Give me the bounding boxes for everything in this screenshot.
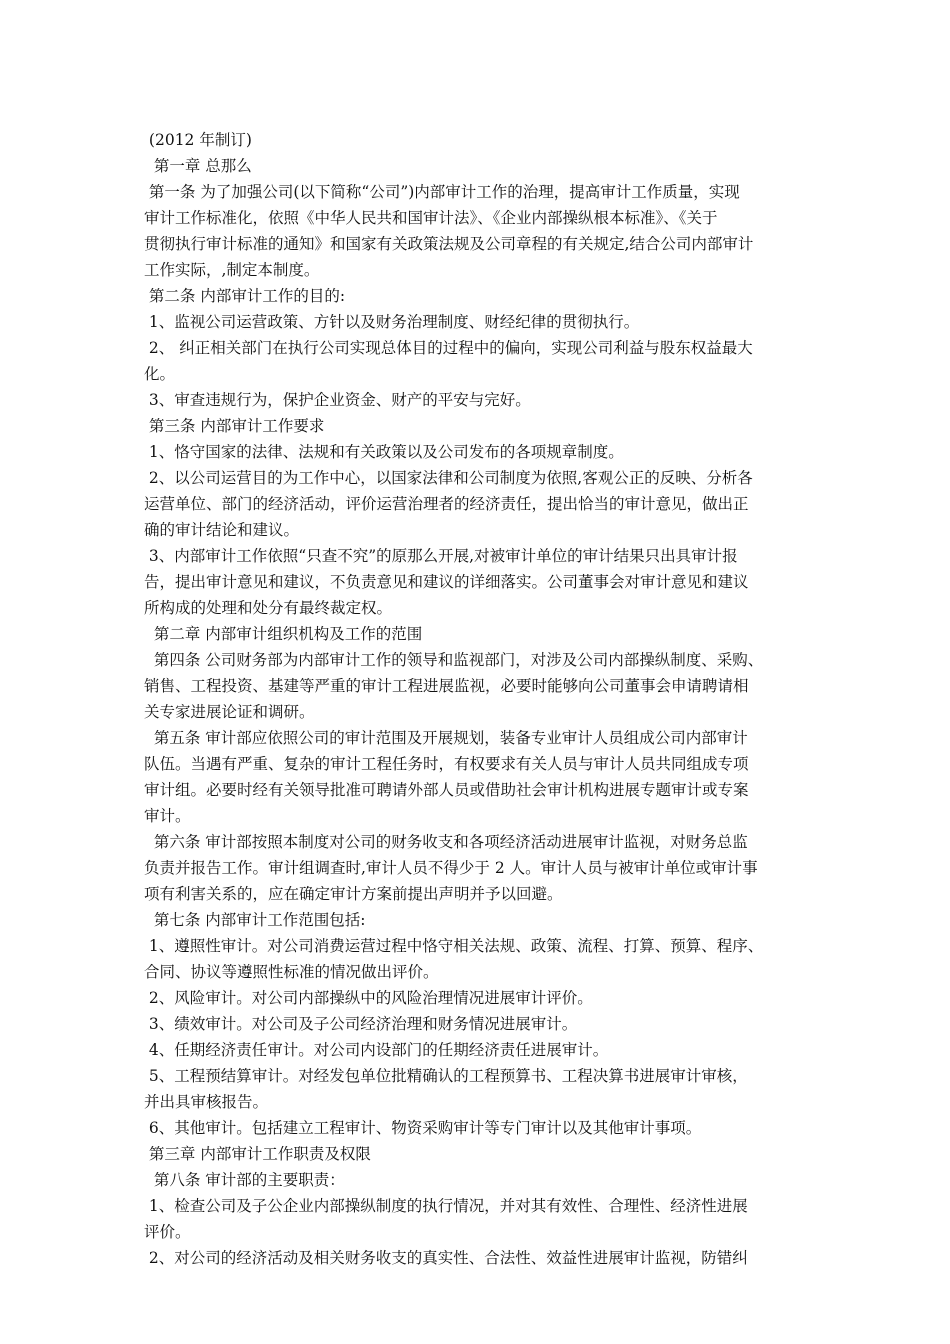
- text-line: 6、其他审计。包括建立工程审计、物资采购审计等专门审计以及其他审计事项。: [144, 1119, 702, 1137]
- text-line: 4、任期经济责任审计。对公司内设部门的任期经济责任进展审计。: [144, 1041, 609, 1059]
- text-line: 3、内部审计工作依照“只查不究”的原那么开展,对被审计单位的审计结果只出具审计报: [144, 547, 738, 565]
- text-line: 负责并报告工作。审计组调查时,审计人员不得少于 2 人。审计人员与被审计单位或审计事: [144, 859, 758, 877]
- text-line: 第六条 审计部按照本制度对公司的财务收支和各项经济活动进展审计监视，对财务总监: [144, 833, 748, 851]
- text-line: 工作实际，,制定本制度。: [144, 261, 320, 279]
- document-body: [144, 127, 816, 1271]
- text-line: 第四条 公司财务部为内部审计工作的领导和监视部门，对涉及公司内部操纵制度、采购、: [144, 651, 764, 669]
- text-line: 评价。: [144, 1223, 191, 1241]
- text-line: 3、审查违规行为，保护企业资金、财产的平安与完好。: [144, 391, 531, 409]
- text-line: 2、风险审计。对公司内部操纵中的风险治理情况进展审计评价。: [144, 989, 593, 1007]
- text-line: 审计工作标准化，依照《中华人民共和国审计法》、《企业内部操纵根本标准》、《关于: [144, 209, 718, 227]
- text-line: 2、对公司的经济活动及相关财务收支的真实性、合法性、效益性进展审计监视，防错纠: [144, 1249, 748, 1267]
- article-heading: 第二条 内部审计工作的目的:: [144, 287, 346, 305]
- text-line: 并出具审核报告。: [144, 1093, 269, 1111]
- text-line: 队伍。当遇有严重、复杂的审计工程任务时，有权要求有关人员与审计人员共同组成专项: [144, 755, 749, 773]
- article-heading: 第三条 内部审计工作要求: [144, 417, 325, 435]
- article-heading: 第七条 内部审计工作范围包括:: [144, 911, 366, 929]
- text-line: 2、 纠正相关部门在执行公司实现总体目的过程中的偏向，实现公司利益与股东权益最大: [144, 339, 753, 357]
- text-line: 销售、工程投资、基建等严重的审计工程进展监视，必要时能够向公司董事会申请聘请相: [144, 677, 749, 695]
- article-heading: 第八条 审计部的主要职责：: [144, 1171, 345, 1189]
- chapter-heading: 第一章 总那么: [144, 157, 252, 175]
- text-line: (2012 年制订): [144, 131, 252, 149]
- text-line: 合同、协议等遵照性标准的情况做出评价。: [144, 963, 439, 981]
- text-line: 5、工程预结算审计。对经发包单位批精确认的工程预算书、工程决算书进展审计审核，: [144, 1067, 748, 1085]
- text-line: 3、绩效审计。对公司及子公司经济治理和财务情况进展审计。: [144, 1015, 578, 1033]
- text-line: 1、遵照性审计。对公司消费运营过程中恪守相关法规、政策、流程、打算、预算、程序、: [144, 937, 764, 955]
- text-line: 关专家进展论证和调研。: [144, 703, 315, 721]
- text-line: 2、以公司运营目的为工作中心，以国家法律和公司制度为依照,客观公正的反映、分析各: [144, 469, 753, 487]
- text-line: 运营单位、部门的经济活动，评价运营治理者的经济责任，提出恰当的审计意见，做出正: [144, 495, 749, 513]
- text-line: 告，提出审计意见和建议，不负责意见和建议的详细落实。公司董事会对审计意见和建议: [144, 573, 749, 591]
- text-line: 化。: [144, 365, 176, 383]
- chapter-heading: 第三章 内部审计工作职责及权限: [144, 1145, 371, 1163]
- text-line: 第五条 审计部应依照公司的审计范围及开展规划，装备专业审计人员组成公司内部审计: [144, 729, 748, 747]
- text-line: 审计。: [144, 807, 191, 825]
- text-line: 所构成的处理和处分有最终裁定权。: [144, 599, 393, 617]
- text-line: 1、监视公司运营政策、方针以及财务治理制度、财经纪律的贯彻执行。: [144, 313, 640, 331]
- text-line: 贯彻执行审计标准的通知》和国家有关政策法规及公司章程的有关规定,结合公司内部审计: [144, 235, 754, 253]
- text-line: 项有利害关系的，应在确定审计方案前提出声明并予以回避。: [144, 885, 563, 903]
- text-line: 审计组。必要时经有关领导批准可聘请外部人员或借助社会审计机构进展专题审计或专案: [144, 781, 749, 799]
- text-line: 第一条 为了加强公司(以下简称“公司”)内部审计工作的治理，提高审计工作质量，实现: [144, 183, 740, 201]
- text-line: 1、恪守国家的法律、法规和有关政策以及公司发布的各项规章制度。: [144, 443, 624, 461]
- chapter-heading: 第二章 内部审计组织机构及工作的范围: [144, 625, 423, 643]
- text-line: 1、检查公司及子公企业内部操纵制度的执行情况，并对其有效性、合理性、经济性进展: [144, 1197, 748, 1215]
- text-line: 确的审计结论和建议。: [144, 521, 300, 539]
